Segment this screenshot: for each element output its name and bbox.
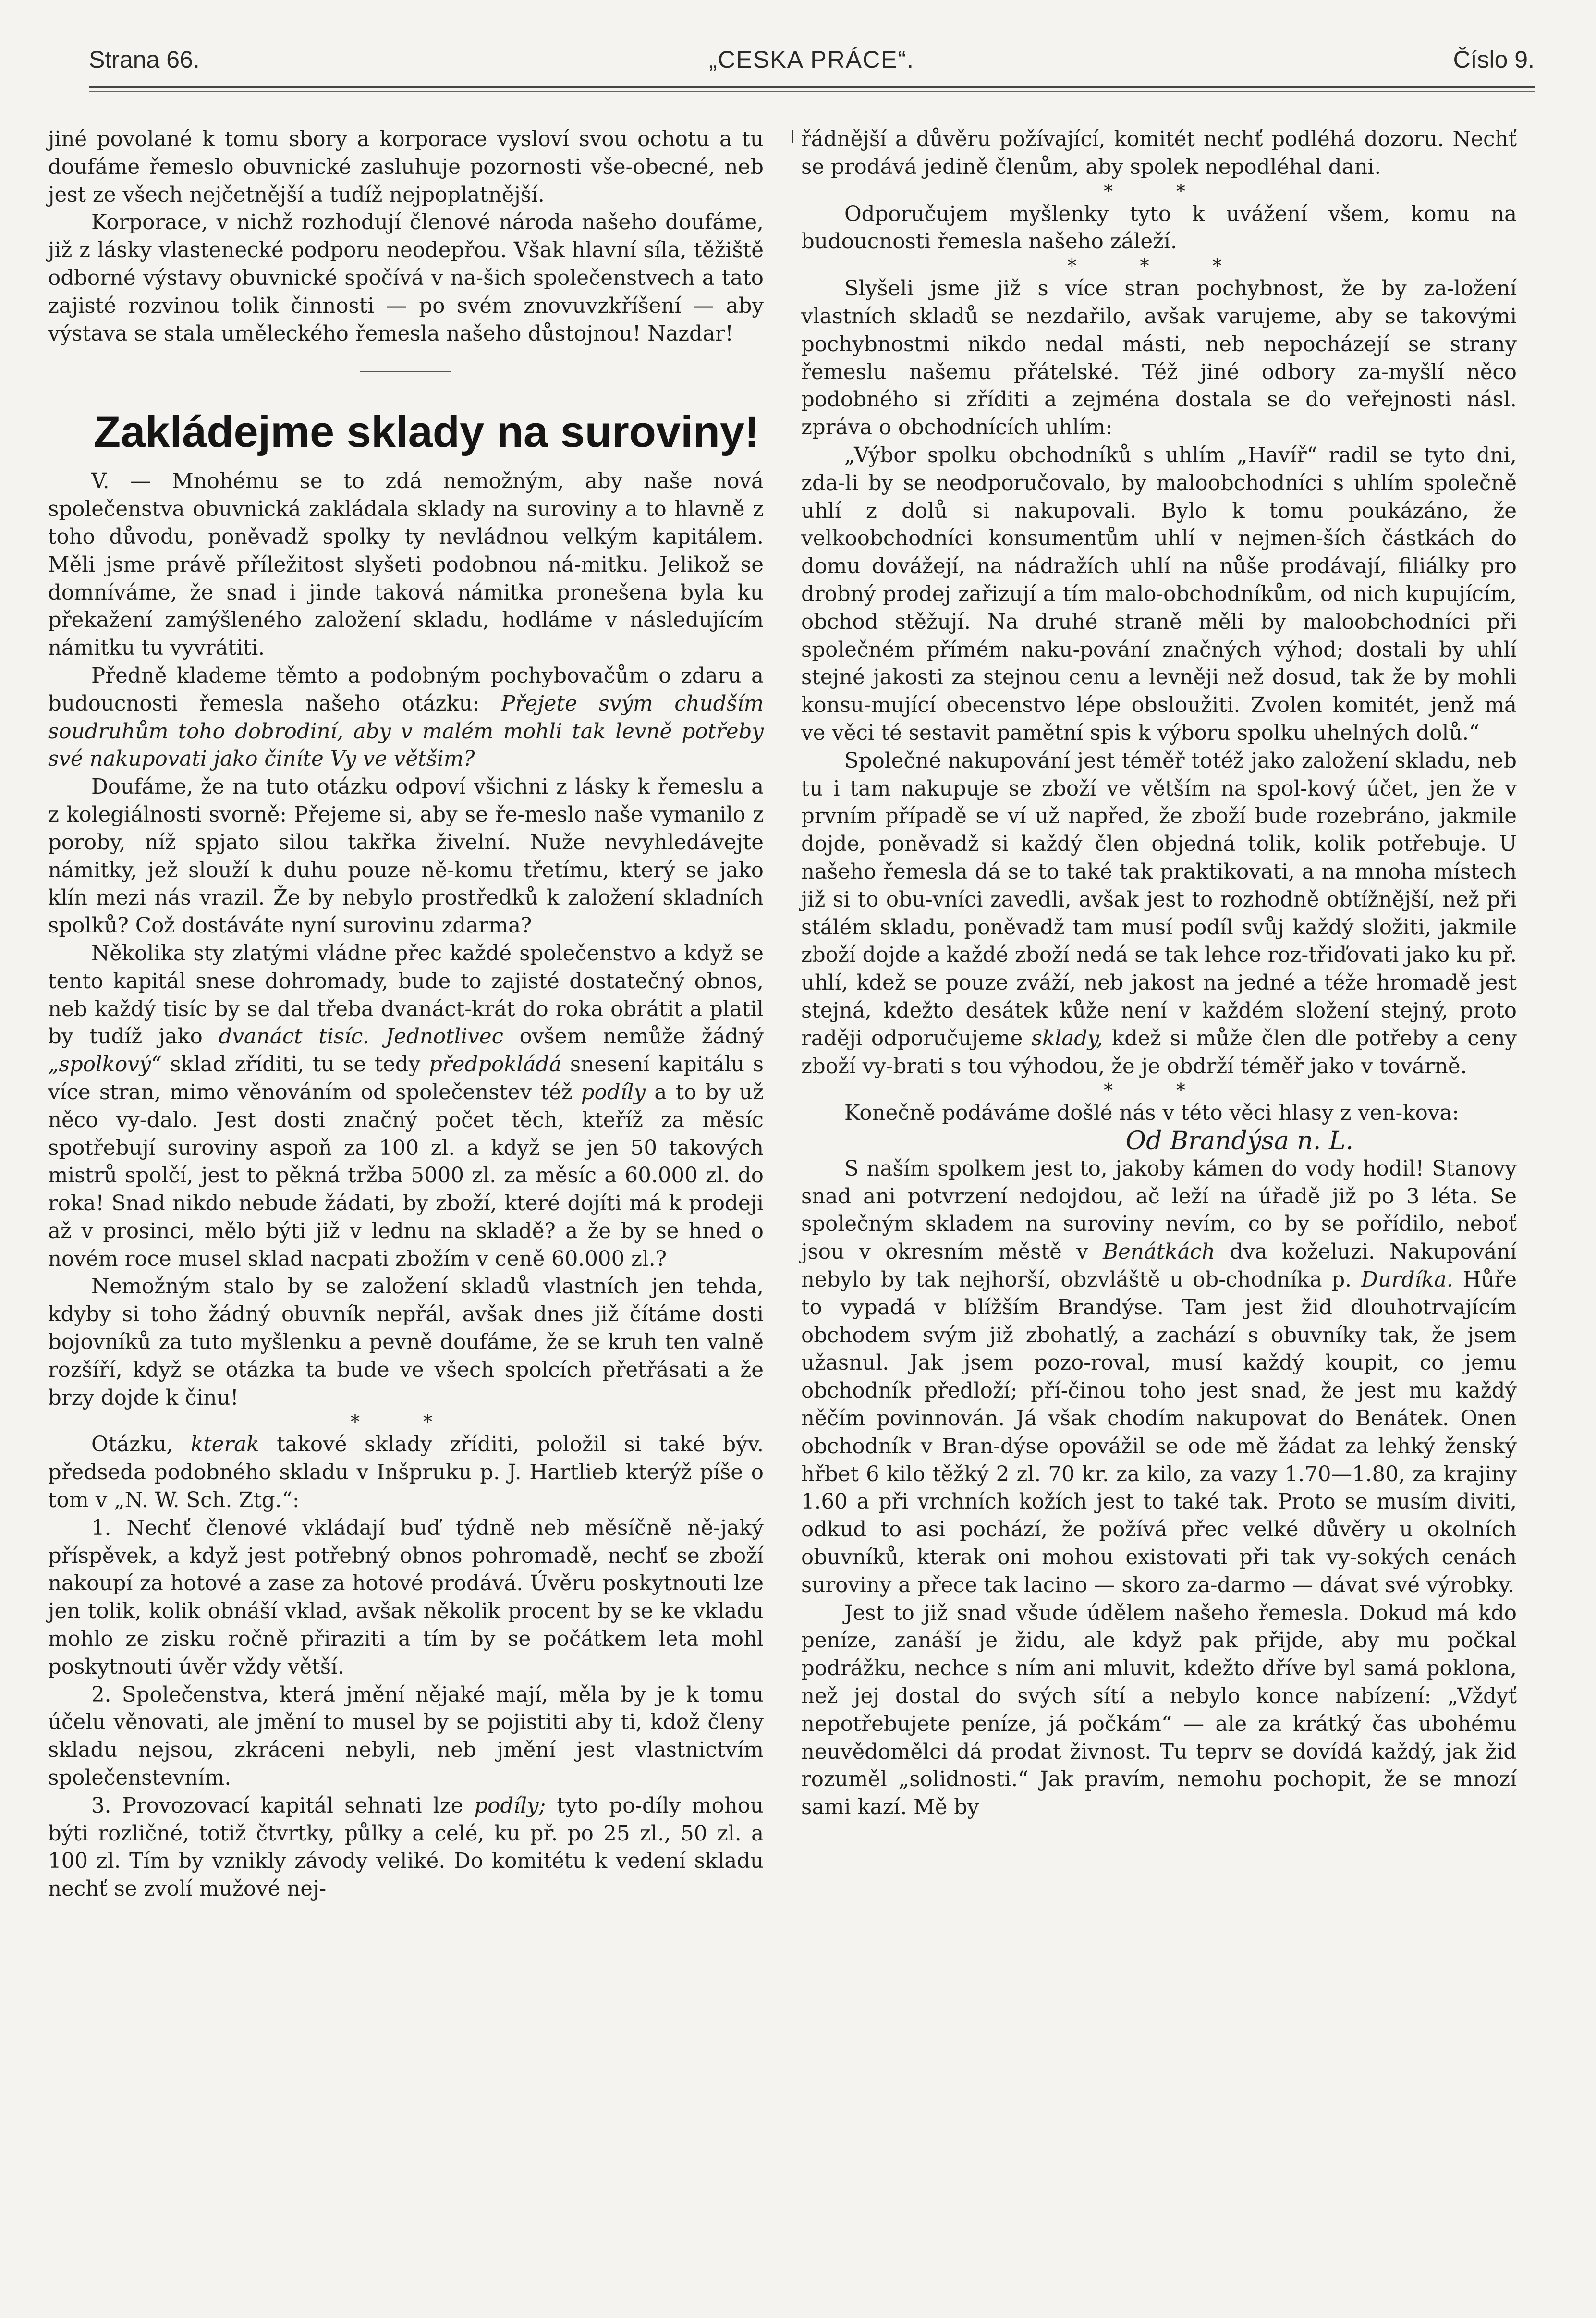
section-stars: * * (1103, 1079, 1215, 1101)
paragraph (48, 662, 764, 773)
emphasis: Durdíka. (1361, 1268, 1453, 1292)
text-run: S naším spolkem jest to, jakoby kámen do vody hodil! Stanovy snad ani potvrzení nedojdou, ač leží na úřadě již po 3 léta. Se společným skladem na suroviny nevím, co by se pořídilo, neboť jsou v okresním městě v (801, 1156, 1517, 1264)
paragraph (48, 1431, 764, 1514)
paragraph: Odporučujem myšlenky tyto k uvážení všem, komu na budoucnosti řemesla našeho záleží. (801, 202, 1517, 254)
paragraph: Nemožným stalo by se založení skladů vlastních jen tehda, kdyby si toho žádný obuvník nepřál, avšak dnes již čítáme dosti bojovníků za tuto myšlenku a pevně doufáme, že se kruh ten valně rozšíří, když se otázka ta bude ve všech spolcích přetřásati a že brzy dojde k činu! (48, 1275, 764, 1410)
paragraph: Doufáme, že na tuto otázku odpoví všichni z lásky k řemeslu a z kolegiálnosti svorně: Přejeme si, aby se ře-meslo naše vymanilo z poroby, níž spjato silou takřka živelní. Nuže nevyhledávejte námitky, jež slouží k duhu pouze ně-komu třetímu, který se jako klín mezi nás vrazil. Že by nebylo prostředků k založení skladních spolků? Což dostáváte nyní surovinu zdarma? (48, 775, 764, 938)
page-number: Strana 66. (89, 46, 200, 73)
paragraph: V. — Mnohému se to zdá nemožným, aby naše nová společenstva obuvnická zakládala sklady na suroviny a to hlavně z toho důvodu, poněvadž spolky ty nevládnou velkým kapitálem. Měli jsme právě příležitost slyšeti podobnou ná-mitku. Jelikož se domníváme, že snad i jinde taková námitka pronešena byla ku překažení zamýšleného založení skladu, hodláme v následujícím námitku tu vyvrátiti. (48, 469, 764, 661)
header-rule-thin (89, 91, 1535, 92)
letter-signature: Od Brandýsa n. L. (1125, 1127, 1353, 1156)
text-run: kdež si může člen dle potřeby a ceny zboží vy-brati s tou výhodou, že je obdrží téměř jako v továrně. (801, 1026, 1517, 1079)
section-stars: * * (350, 1411, 462, 1433)
emphasis: předpokládá (428, 1053, 562, 1077)
text-run: Předně klademe těmto a podobným pochybovačům o zdaru a budoucnosti řemesla našeho otázku: (48, 663, 764, 716)
text-run: dva koželuzi. Nakupování nebylo by tak nejhorší, obzvláště u ob-chodníka p. (801, 1240, 1517, 1292)
emphasis: Benátkách (1103, 1240, 1215, 1264)
paragraph (801, 748, 1517, 1081)
text-run: 3. Provozovací kapitál sehnati lze (91, 1793, 475, 1818)
paragraph: Jest to již snad všude údělem našeho řemesla. Dokud má kdo peníze, zanáší je židu, ale když pak přijde, aby mu počkal podrážku, nechce s ním ani mluvit, kdežto dříve byl samá poklona, než jej dostal do svých sítí a nebylo konce nabízení: „Vždyť nepotřebujete peníze, já počkám“ — ale za krátký čas ubohému neuvědomělci dá prodat živnost. Tu teprv se dovídá každý, jak žid rozuměl „solidnosti.“ Jak pravím, nemohu pochopit, že se mnozí sami kazí. Mě by (801, 1601, 1517, 1820)
emphasis: podíly (581, 1080, 646, 1104)
text-run: takové sklady zříditi, položil si také býv. předseda podobného skladu v Inšpruku p. J. Hartlieb kterýž píše o tom v „N. W. Sch. Ztg.“: (48, 1433, 764, 1513)
paragraph: Slyšeli jsme již s více stran pochybnost, že by za-ložení vlastních skladů se nezdařilo, avšak varujeme, aby se takovými pochybnostmi nikdo nedal másti, neb nepocházejí se strany řemeslu našemu přátelské. Též jiné odbory za-myšlí něco podobného si zříditi a zejména dostala se do veřejnosti násl. zpráva o obchodnících uhlím: (801, 277, 1517, 440)
section-stars: * * (1103, 180, 1215, 202)
paragraph: jiné povolané k tomu sbory a korporace vysloví svou ochotu a tu doufáme řemeslo obuvnické zasluhuje pozornosti vše-obecné, neb jest ze všech nejčetnější a tudíž nejpoplatnější. (48, 127, 764, 207)
paragraph: Konečně podáváme došlé nás v této věci hlasy z ven-kova: (844, 1101, 1459, 1126)
text-run: snesení kapitálu s více stran, mimo věnováním od společenstev též (48, 1053, 764, 1104)
section-stars: * * * (1067, 255, 1251, 277)
journal-title: „CESKA PRÁCE“. (708, 46, 915, 73)
issue-number: Číslo 9. (1453, 46, 1535, 73)
left-column (48, 126, 764, 1903)
text-run: ovšem nemůže žádný (503, 1025, 764, 1049)
paragraph (48, 940, 764, 1274)
section-divider (360, 371, 451, 372)
page-header (89, 46, 1535, 84)
emphasis: sklady, (1031, 1026, 1103, 1051)
right-column (801, 126, 1517, 1822)
emphasis: Přejete svým chudším soudruhům toho dobrodiní, aby v malém mohli tak levně potřeby své nakupovati jako činíte Vy ve většim? (48, 691, 764, 772)
paragraph: Korporace, v nichž rozhodují členové národa našeho doufáme, již z lásky vlastenecké podporu neodepřou. Však hlavní síla, těžiště odborné výstavy obuvnické spočívá v na-šich společenstvech a tato zajisté rozvinou tolik činnosti — po svém znovuvzkříšení — aby výstava se stala uměleckého řemesla našeho důstojnou! Nazdar! (48, 210, 764, 346)
header-rule (89, 86, 1535, 88)
paragraph (48, 1792, 764, 1903)
text-run: Hůře to vypadá v blížším Brandýse. Tam jest žid dlouhotrvajícím obchodem svým již zbohatlý, a zachází s obuvníky tak, že jsem užasnul. Jak jsem pozo-roval, musí každý koupit, co jemu obchodník předloží; pří-činou toho jest snad, že jest mu každý něčím povinnován. Já však chodím nakupovat do Benátek. Onen obchodník v Bran-dýse opovážil se ode mě žádat za lehký ženský hřbet 6 kilo těžký 2 zl. 70 kr. za kilo, za vazy 1.70—1.80, za krajiny 1.60 a při vrchních kožích jest to také tak. Proto se musím diviti, odkud to asi pochází, že požívá přec velké důvěry u okolních obuvníků, kterak oni mohou existovati při tak vy-sokých cenách suroviny a přece tak lacino — skoro za-darmo — dávat své výrobky. (801, 1268, 1517, 1597)
text-run: a to by už něco vy-dalo. Jest dosti značný počet těch, kteříž za měsíc spotřebují suroviny aspoň za 100 zl. a když se jen 50 takových mistrů spolčí, jest to pěkná tržba 5000 zl. za měsíc a 60.000 zl. do roka! Snad nikdo nebude žádati, by zboží, které dojíti má k prodeji až v prosinci, mělo býti již v lednu na skladě? a že by se hned o novém roce musel sklad nacpati zbožím v ceně 60.000 zl.? (48, 1080, 764, 1271)
text-run: tyto po-díly mohou býti rozličné, totiž čtvrtky, půlky a celé, ku př. po 25 zl., 50 zl. a 100 zl. Tím by vznikly závody veliké. Do komitétu k vedení skladu nechť se zvolí mužové nej- (48, 1793, 764, 1901)
text-run: sklad zříditi, tu se tedy (161, 1053, 429, 1077)
paragraph: 2. Společenstva, která jmění nějaké mají, měla by je k tomu účelu věnovati, ale jmění to musel by se pojistiti aby ti, kdož členy skladu nejsou, zkráceni nebyli, neb jmění jest vlastnictvím společenstevním. (48, 1682, 764, 1791)
emphasis: Jednotlivec (385, 1025, 504, 1049)
emphasis: kterak (190, 1433, 259, 1457)
emphasis: dvanáct tisíc. (219, 1025, 370, 1049)
paragraph: řádnější a důvěru požívající, komitét nechť podléhá dozoru. Nechť se prodává jedině členům, aby spolek nepodléhal dani. (801, 127, 1517, 179)
article-headline: Zakládejme sklady na suroviny! (94, 407, 759, 457)
text-run: Několika sty zlatými vládne přec každé společenstvo a když se tento kapitál snese dohromady, bude to zajisté dostatečný obnos, neb každý tisíc by se dal třeba dvanáct-krát do roka obrátit a platil by tudíž jako (48, 941, 764, 1049)
column-separator (792, 130, 793, 143)
text-run: Otázku, (91, 1433, 191, 1457)
emphasis: „spolkový“ (48, 1053, 162, 1077)
text-run: Společné nakupování jest téměř totéž jako založení skladu, neb tu i tam nakupuje se zboží ve větším na spol-kový účet, jen že v prvním případě se ví už napřed, že zboží bude rozebráno, jakmile dojde, poněvadž si každý člen objedná tolik, kolik potřebuje. U našeho řemesla dá se to také tak praktikovati, a na mnoha místech již si to obu-vníci zavedli, avšak jest to rozhodně obtížnější, než při stálém skladu, poněvadž tam musí podíl svůj každý složiti, jakmile zboží dojde a každé zboží nedá se tak lehce roz-třiďovati jako ku př. uhlí, kdež se pouze zváží, neb jakost na jedné a téže hromadě jest stejná, kdežto desátek kůže není v každém složení stejný, proto raději odporučujeme (801, 748, 1517, 1051)
paragraph: 1. Nechť členové vkládají buď týdně neb měsíčně ně-jaký příspěvek, a když jest potřebný obnos pohromadě, nechť se zboží nakoupí za hotové a zase za hotové prodává. Úvěru poskytnouti lze jen tolik, kolik obnáší vklad, avšak několik procent by se ke vkladu mohlo ze zisku ročně přiraziti a tím by se počátkem leta mohl poskytnouti úvěr vždy větší. (48, 1516, 764, 1679)
paragraph: „Výbor spolku obchodníků s uhlím „Havíř“ radil se tyto dni, zda-li by se neodporučovalo, by maloobchodníci s uhlím společně uhlí z dolů si nakupovali. Bylo k tomu poukázáno, že velkoobchodníci konsumentům uhlí v nejmen-ších částkách do domu dovážejí, na nádražích uhlí na nůše prodávají, filiálky pro drobný prodej zařizují a tím malo-obchodníkům, od nich kupujícím, obchod stěžují. Na druhé straně měli by maloobchodníci při společném přímém naku-pování značných výhod; dostali by uhlí stejné jakosti za stejnou cenu a levněji než dosud, tak že by mohli konsu-mující obecenstvo lépe obsloužiti. Zvolen komitét, jenž má ve věci té sestavit pamětní spis k výboru spolku uhelných dolů.“ (801, 443, 1517, 745)
emphasis: podíly; (474, 1793, 546, 1818)
paragraph (801, 1155, 1517, 1600)
